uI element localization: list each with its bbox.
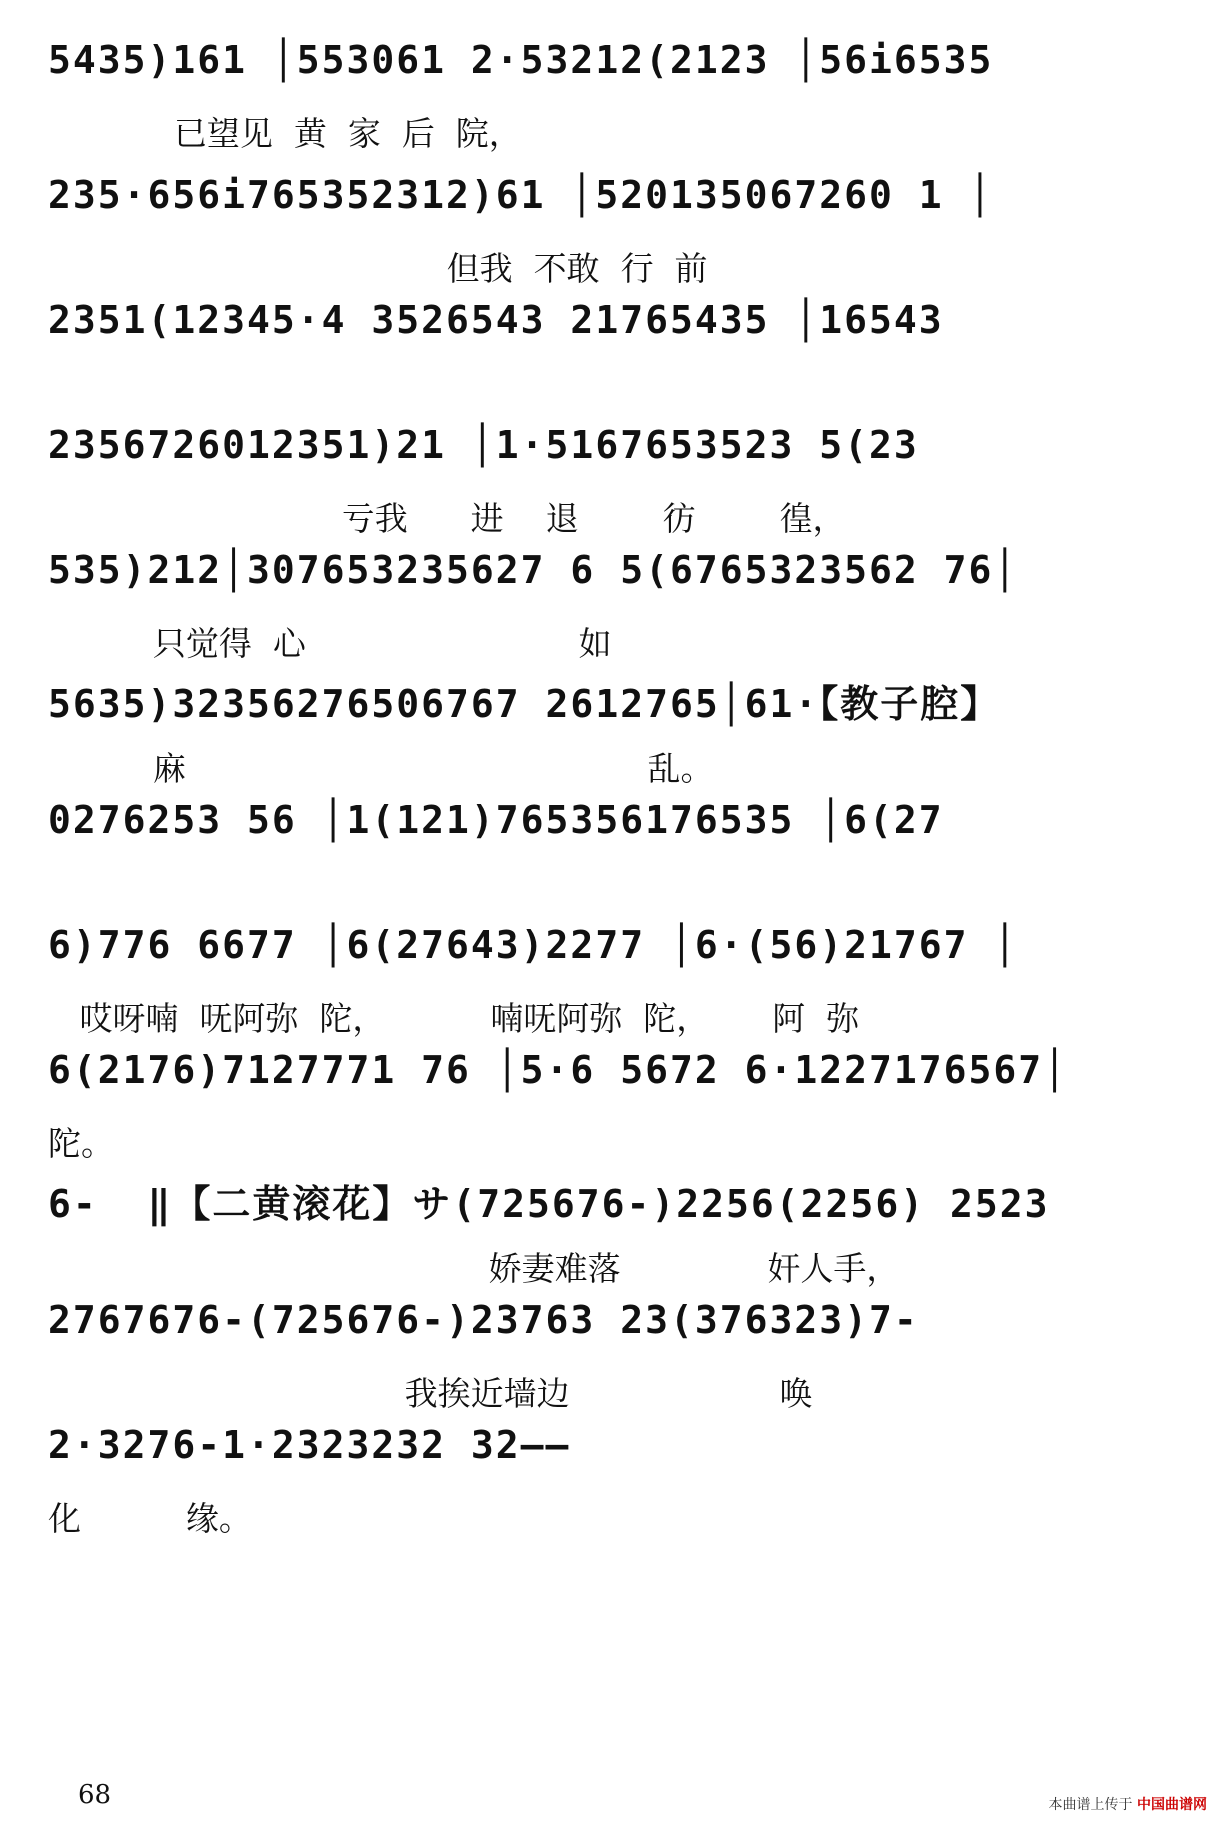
lyrics-line: 娇妻难落 奸人手， [48, 1249, 900, 1288]
lyrics-line: 化 缘。 [48, 1499, 252, 1538]
notation-line: 6)776 6677 │6(27643)2277 │6·(56)21767 │ [48, 923, 1019, 967]
lyrics-line: 但我 不敢 行 前 [48, 249, 708, 288]
lyrics-line: 陀。 [48, 1124, 114, 1163]
lyrics-line: 亏我 进 退 彷 徨， [48, 499, 846, 538]
upload-note-text: 本曲谱上传于 [1048, 1797, 1133, 1813]
site-logo: 中国曲谱网 [1137, 1797, 1207, 1813]
score-system-12 [40, 1395, 1190, 1565]
notation-line: 6- ‖【二黄滚花】サ(725676-)2256(2256) 2523 [48, 1182, 1050, 1226]
notation-line: 0276253 56 │1(121)765356176535 │6(27 [48, 798, 944, 842]
notation-line: 5435)161 │553061 2·53212(2123 │56i6535 [48, 38, 994, 82]
notation-line: 2·3276-1·2323232 32—— [48, 1423, 571, 1467]
notation-line: 5635)32356276506767 2612765│61·【教子腔】 [48, 682, 1001, 726]
upload-note [1049, 1794, 1207, 1814]
notation-line: 2351(12345·4 3526543 21765435 │16543 [48, 298, 944, 342]
notation-line: 2356726012351)21 │1·5167653523 5(23 [48, 423, 919, 467]
page-number: 68 [78, 1780, 112, 1810]
lyrics-line: 已望见 黄 家 后 院， [48, 114, 522, 153]
notation-line: 6(2176)7127771 76 │5·6 5672 6·1227176567│ [48, 1048, 1068, 1092]
lyrics-line: 哎呀喃 呒阿弥 陀， 喃呒阿弥 陀， 阿 弥 [48, 999, 860, 1038]
lyrics-line: 我挨近墙边 唤 [48, 1374, 813, 1413]
lyrics-line: 只觉得 心 如 [48, 624, 612, 663]
notation-line: 235·656i765352312)61 │520135067260 1 │ [48, 173, 994, 217]
notation-line: 535)212│307653235627 6 5(6765323562 76│ [48, 548, 1019, 592]
lyrics-line: 麻 乱。 [48, 749, 714, 788]
notation-line: 2767676-(725676-)23763 23(376323)7- [48, 1298, 919, 1342]
